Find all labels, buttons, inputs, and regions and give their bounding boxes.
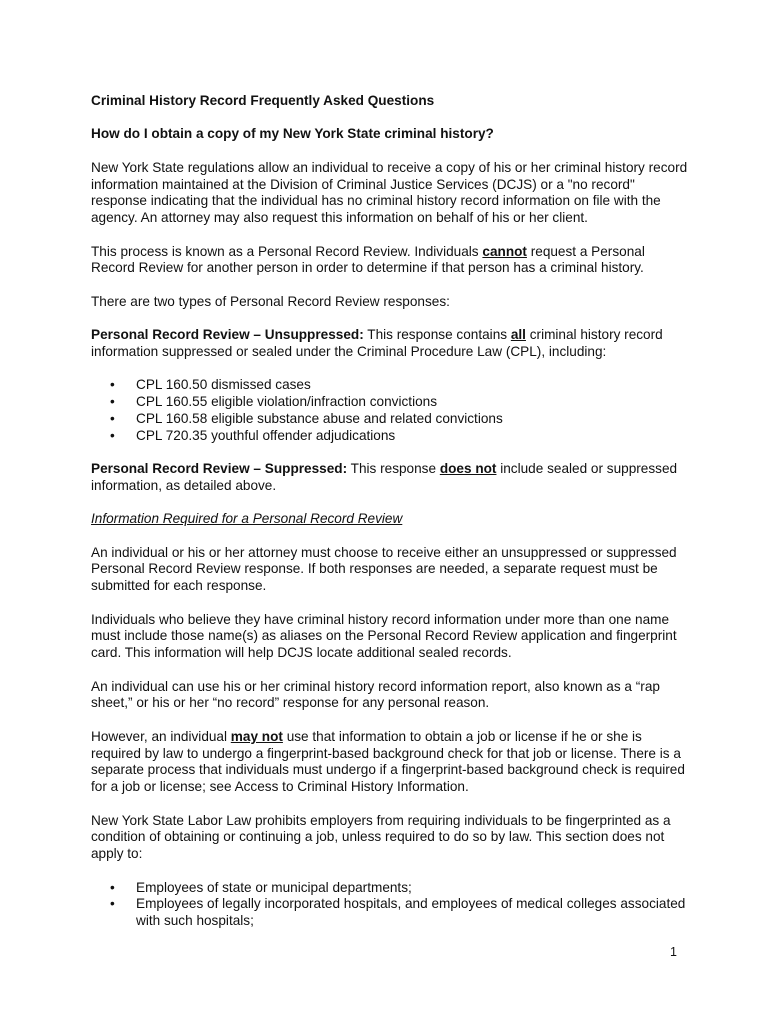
list-item: • Employees of legally incorporated hospitals, and employees of medical colleges associated with such hospitals; (110, 896, 686, 929)
list-item: • CPL 720.35 youthful offender adjudications (110, 427, 396, 443)
page-number: 1 (670, 945, 677, 959)
emphasis-cannot: cannot (482, 243, 527, 259)
exemptions-list (91, 880, 691, 930)
term-unsuppressed: Personal Record Review – Unsuppressed: (91, 327, 364, 343)
paragraph-unsuppressed: Personal Record Review – Unsuppressed: This response contains all criminal history record information suppressed or sealed under the Criminal Procedure Law (CPL), including: (91, 327, 663, 359)
list-item: • CPL 160.55 eligible violation/infraction convictions (110, 394, 438, 410)
bullet-icon: • (110, 896, 115, 912)
page-title: Criminal History Record Frequently Asked Questions (91, 93, 435, 108)
paragraph-may-not: However, an individual may not use that information to obtain a job or license if he or she is required by law to undergo a fingerprint-based background check for that job or license. There is a separate process that individuals must undergo if a fingerprint-based background check is required for a job or license; see Access to Criminal History Information. (91, 728, 685, 795)
term-suppressed: Personal Record Review – Suppressed: (91, 461, 348, 477)
list-item: • CPL 160.58 eligible substance abuse and related convictions (110, 410, 503, 426)
bullet-icon: • (110, 427, 115, 443)
paragraph-process: This process is known as a Personal Record Review. Individuals cannot request a Personal Record Review for another person in order to determine if that person has a criminal history. (91, 243, 645, 276)
list-item: • Employees of state or municipal departments; (110, 879, 412, 895)
bullet-icon: • (110, 879, 115, 895)
paragraph-choose: An individual or his or her attorney must choose to receive either an unsuppressed or suppressed Personal Record Review response. If both responses are needed, a separate request must be submitted for each response. (91, 544, 677, 594)
list-item: • CPL 160.50 dismissed cases (110, 377, 311, 393)
emphasis-may-not: may not (230, 728, 283, 744)
bullet-icon: • (110, 394, 115, 410)
paragraph-suppressed: Personal Record Review – Suppressed: This response does not include sealed or suppressed information, as detailed above. (91, 461, 678, 493)
paragraph-regulations: New York State regulations allow an individual to receive a copy of his or her criminal history record information maintained at the Division of Criminal Justice Services (DCJS) or a "no record" response indicating that the individual has no criminal history record information on file with the agency. An attorney may also request this information on behalf of his or her client. (91, 159, 688, 226)
cpl-list (91, 377, 691, 444)
paragraph-labor-law: New York State Labor Law prohibits employers from requiring individuals to be fingerprinted as a condition of obtaining or continuing a job, unless required to do so by law. This section does not apply to: (91, 812, 671, 862)
paragraph-aliases: Individuals who believe they have criminal history record information under more than one name must include those name(s) as aliases on the Personal Record Review application and fingerprint card. This information will help DCJS locate additional sealed records. (91, 611, 677, 661)
paragraph-rap-sheet: An individual can use his or her criminal history record information report, also known as a “rap sheet,” or his or her “no record” response for any personal reason. (91, 678, 660, 711)
bullet-icon: • (110, 410, 115, 426)
question-heading: How do I obtain a copy of my New York State criminal history? (91, 126, 494, 142)
emphasis-all: all (510, 327, 526, 343)
emphasis-does-not: does not (439, 461, 497, 477)
bullet-icon: • (110, 377, 115, 393)
subheading: Information Required for a Personal Record Review (91, 511, 403, 527)
document-page (91, 93, 691, 947)
paragraph-types: There are two types of Personal Record Review responses: (91, 293, 450, 309)
